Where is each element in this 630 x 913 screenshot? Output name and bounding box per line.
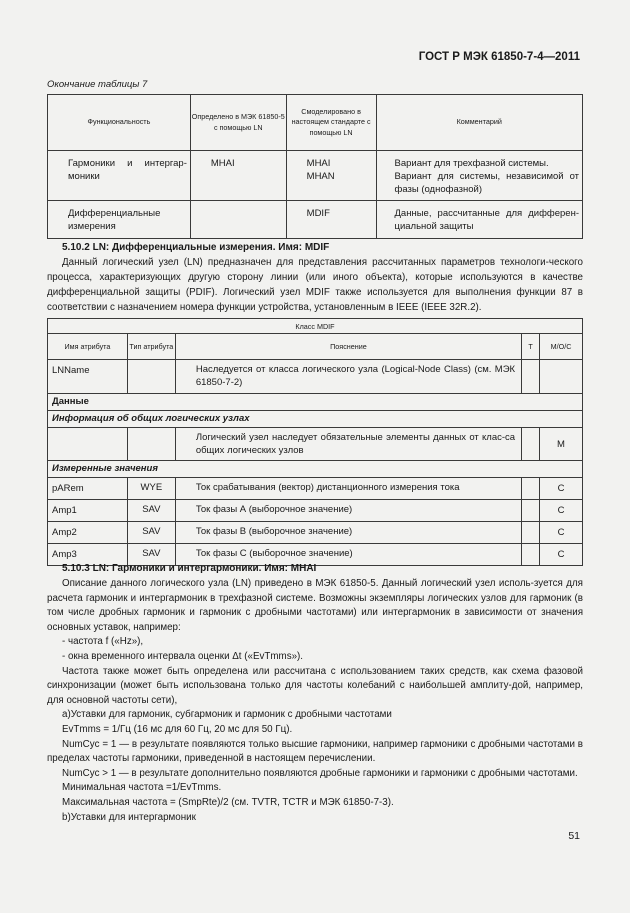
attr-moc: M <box>540 428 583 461</box>
paragraph: Минимальная частота =1/EvTmms. <box>62 782 222 794</box>
attr-desc: Ток фазы С (выборочное значение) <box>175 544 521 566</box>
attr-moc: C <box>540 522 583 544</box>
paragraph: EvTmms = 1/Гц (16 мс для 60 Гц, 20 мс для 50 Гц). <box>62 723 293 735</box>
attr-name <box>48 428 128 461</box>
paragraph: Максимальная частота = (SmpRte)/2 (см. TVTR, TCTR и МЭК 61850-7-3). <box>62 796 394 808</box>
cell-func: Гармоники и интергар-моники <box>48 151 191 201</box>
col-header: M/O/C <box>540 334 583 360</box>
table-row <box>48 522 583 544</box>
attr-type: WYE <box>127 478 175 500</box>
paragraph: Описание данного логического узла (LN) приведено в МЭК 61850-5. Данный логический узел исполь-зуется для расчета гармоник и интергармоник в трехфазной системе. Возможны экземпляры логических узлов для гармоник (в том числе дробных гармоник и гармоник с дробными частотами) или интергармоник в зависимости от значения основных уставок, например: <box>47 578 583 633</box>
section-body-mhai <box>47 577 583 825</box>
class-caption-row <box>48 319 583 334</box>
attr-desc: Логический узел наследует обязательные элементы данных от клас-са общих логических узлов <box>175 428 521 461</box>
table-row <box>48 201 583 239</box>
attr-desc: Ток срабатывания (вектор) дистанционного измерения тока <box>175 478 521 500</box>
group-row <box>48 411 583 428</box>
table-7 <box>47 94 583 239</box>
paragraph: b)Уставки для интергармоник <box>62 811 196 823</box>
cell-comment: Данные, рассчитанные для дифферен-циальной защиты <box>376 201 583 239</box>
group-row <box>48 394 583 411</box>
table-row <box>48 478 583 500</box>
group-label: Данные <box>48 394 583 411</box>
attr-type <box>127 428 175 461</box>
col-header: Функциональность <box>48 95 191 151</box>
attr-name: pARem <box>48 478 128 500</box>
section-title-mdif: 5.10.2 LN: Дифференциальные измерения. Имя: MDIF <box>62 242 330 253</box>
table-row <box>48 151 583 201</box>
attr-t <box>522 478 540 500</box>
table-header-row <box>48 95 583 151</box>
cell-model: MDIF <box>286 201 376 239</box>
attr-t <box>522 522 540 544</box>
attr-name: Amp2 <box>48 522 128 544</box>
col-header: Тип атрибута <box>127 334 175 360</box>
col-header: Комментарий <box>376 95 583 151</box>
group-label: Измеренные значения <box>48 461 583 478</box>
cell-model: MHAI MHAN <box>286 151 376 201</box>
cell-comment: Вариант для трехфазной системы. Вариант для системы, независимой от фазы (однофазной) <box>376 151 583 201</box>
col-header: Смоделировано в настоящем стандарте с помощью LN <box>286 95 376 151</box>
class-caption: Класс MDIF <box>48 319 583 334</box>
attr-desc: Ток фазы А (выборочное значение) <box>175 500 521 522</box>
attr-t <box>522 428 540 461</box>
attr-type: SAV <box>127 500 175 522</box>
attr-type: SAV <box>127 522 175 544</box>
group-label: Информация об общих логических узлах <box>48 411 583 428</box>
col-header: Пояснение <box>175 334 521 360</box>
paragraph: a)Уставки для гармоник, субгармоник и гармоник с дробными частотами <box>62 709 392 721</box>
attr-t <box>522 544 540 566</box>
list-item: - частота f («Hz»), <box>62 636 144 648</box>
list-item: - окна временного интервала оценки Δt («EvTmms»). <box>62 650 304 662</box>
table-caption: Окончание таблицы 7 <box>47 79 148 90</box>
paragraph: Частота также может быть определена или рассчитана с использованием таких средств, как схема фазовой синхронизации (может быть использована только для частоты колебаний с наибольшей амплиту-дой, например, для основной частоты сети), <box>47 665 583 706</box>
attr-desc: Наследуется от класса логического узла (Logical-Node Class) (см. МЭК 61850-7-2) <box>175 360 521 394</box>
cell-func: Дифференциальные измерения <box>48 201 191 239</box>
col-header: Т <box>522 334 540 360</box>
cell-iec <box>190 201 286 239</box>
attr-name: Amp1 <box>48 500 128 522</box>
attr-moc: C <box>540 500 583 522</box>
table-row <box>48 428 583 461</box>
table-row <box>48 500 583 522</box>
paragraph: NumCyc > 1 — в результате дополнительно появляются дробные гармоники и гармоники с дробными частотами. <box>62 767 578 779</box>
col-header: Имя атрибута <box>48 334 128 360</box>
table-row <box>48 360 583 394</box>
attr-t <box>522 360 540 394</box>
attr-type <box>127 360 175 394</box>
attr-name: LNName <box>48 360 128 394</box>
attr-t <box>522 500 540 522</box>
attr-type: SAV <box>127 544 175 566</box>
attr-moc: C <box>540 478 583 500</box>
document-header: ГОСТ Р МЭК 61850-7-4—2011 <box>418 51 580 63</box>
cell-iec: MHAI <box>190 151 286 201</box>
attr-moc <box>540 360 583 394</box>
col-header: Определено в МЭК 61850-5 с помощью LN <box>190 95 286 151</box>
section-title-mhai: 5.10.3 LN: Гармоники и интергармоники. Имя: MHAI <box>62 563 317 574</box>
group-row <box>48 461 583 478</box>
attr-desc: Ток фазы В (выборочное значение) <box>175 522 521 544</box>
attr-moc: C <box>540 544 583 566</box>
page-number: 51 <box>568 830 580 842</box>
attr-name: Amp3 <box>48 544 128 566</box>
paragraph: NumCyc = 1 — в результате появляются только высшие гармоники, например гармоники с дробными частотами в пределах частоты гармоники, приведенной в настоящем перечислении. <box>47 738 583 765</box>
mdif-class-table <box>47 318 583 566</box>
section-text-mdif: Данный логический узел (LN) предназначен для представления рассчитанных параметров технологи-ческого процесса, характеризующих другую сторону линии (или иного объекта), которые используются в качестве дифференциальной защиты (PDIF). Логический узел MDIF также используется для выполнения функции 87 в соответствии с назначением номера функции устройства, установленным в IEEE (IEEE 32R.2). <box>47 257 583 313</box>
table-header-row <box>48 334 583 360</box>
